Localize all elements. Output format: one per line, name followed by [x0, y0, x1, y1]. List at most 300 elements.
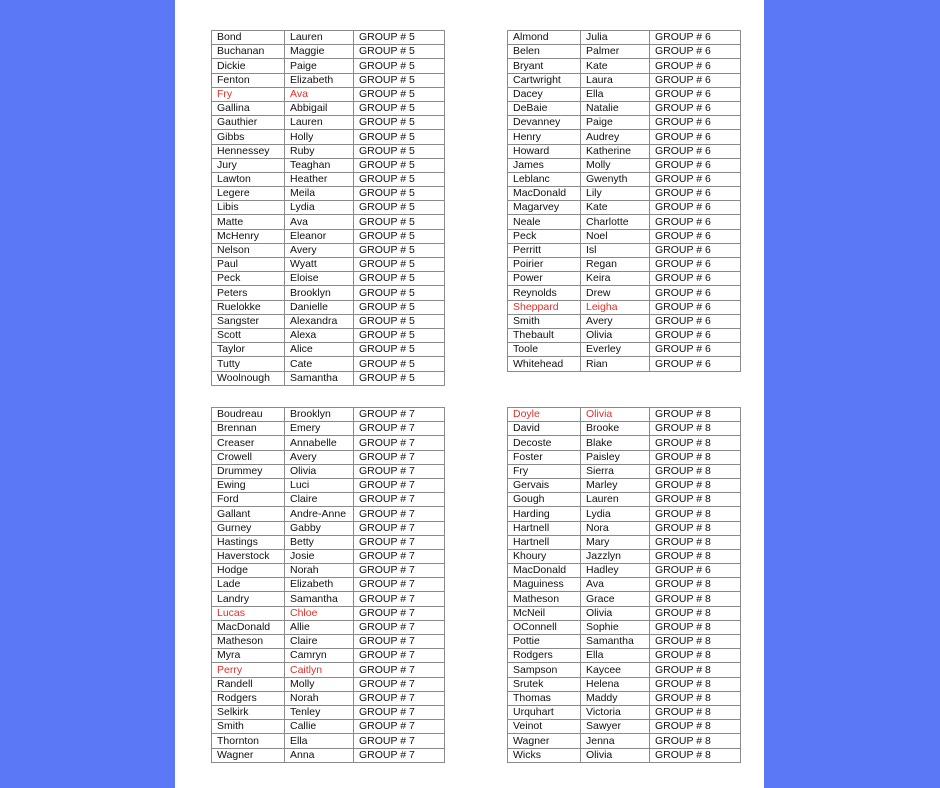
table-row	[212, 101, 445, 115]
last-name-cell: Matheson	[212, 635, 285, 649]
last-name-cell: Bryant	[508, 59, 581, 73]
table-row	[508, 606, 741, 620]
first-name-cell: Norah	[285, 691, 354, 705]
group-6-table	[507, 30, 741, 372]
last-name-cell: Ruelokke	[212, 300, 285, 314]
first-name-cell: Samantha	[285, 371, 354, 385]
first-name-cell: Caitlyn	[285, 663, 354, 677]
first-name-cell: Brooklyn	[285, 286, 354, 300]
group-cell: GROUP # 5	[354, 87, 445, 101]
last-name-cell: Maguiness	[508, 578, 581, 592]
first-name-cell: Kate	[581, 59, 650, 73]
last-name-cell: Scott	[212, 328, 285, 342]
table-row	[212, 343, 445, 357]
last-name-cell: Peck	[508, 229, 581, 243]
group-cell: GROUP # 6	[650, 87, 741, 101]
first-name-cell: Danielle	[285, 300, 354, 314]
table-row	[212, 535, 445, 549]
group-cell: GROUP # 6	[650, 172, 741, 186]
group-cell: GROUP # 7	[354, 450, 445, 464]
table-row	[508, 130, 741, 144]
group-cell: GROUP # 5	[354, 31, 445, 45]
last-name-cell: Sheppard	[508, 300, 581, 314]
table-row	[508, 408, 741, 422]
last-name-cell: Sangster	[212, 314, 285, 328]
group-cell: GROUP # 7	[354, 493, 445, 507]
last-name-cell: Fry	[508, 464, 581, 478]
group-cell: GROUP # 5	[354, 258, 445, 272]
table-row	[212, 635, 445, 649]
table-row	[508, 300, 741, 314]
table-row	[508, 172, 741, 186]
last-name-cell: Ford	[212, 493, 285, 507]
first-name-cell: Maddy	[581, 691, 650, 705]
last-name-cell: Landry	[212, 592, 285, 606]
group-cell: GROUP # 7	[354, 564, 445, 578]
table-row	[212, 478, 445, 492]
group-cell: GROUP # 5	[354, 300, 445, 314]
last-name-cell: OConnell	[508, 620, 581, 634]
table-row	[212, 73, 445, 87]
group-cell: GROUP # 5	[354, 243, 445, 257]
first-name-cell: Betty	[285, 535, 354, 549]
group-cell: GROUP # 6	[650, 286, 741, 300]
first-name-cell: Ella	[285, 734, 354, 748]
group-cell: GROUP # 5	[354, 371, 445, 385]
first-name-cell: Avery	[285, 450, 354, 464]
table-row	[508, 592, 741, 606]
last-name-cell: Perritt	[508, 243, 581, 257]
group-cell: GROUP # 6	[650, 31, 741, 45]
first-name-cell: Teaghan	[285, 158, 354, 172]
table-row	[212, 243, 445, 257]
table-row	[212, 172, 445, 186]
table-row	[508, 422, 741, 436]
table-row	[508, 187, 741, 201]
first-name-cell: Meila	[285, 187, 354, 201]
last-name-cell: Thebault	[508, 328, 581, 342]
group-cell: GROUP # 5	[354, 172, 445, 186]
group-cell: GROUP # 7	[354, 592, 445, 606]
group-cell: GROUP # 8	[650, 677, 741, 691]
first-name-cell: Olivia	[581, 748, 650, 762]
group-cell: GROUP # 6	[650, 357, 741, 371]
group-cell: GROUP # 7	[354, 478, 445, 492]
first-name-cell: Audrey	[581, 130, 650, 144]
last-name-cell: Howard	[508, 144, 581, 158]
table-row	[508, 87, 741, 101]
group-cell: GROUP # 7	[354, 635, 445, 649]
table-row	[508, 436, 741, 450]
last-name-cell: Randell	[212, 677, 285, 691]
first-name-cell: Grace	[581, 592, 650, 606]
table-row	[508, 116, 741, 130]
group-cell: GROUP # 6	[650, 187, 741, 201]
first-name-cell: Marley	[581, 478, 650, 492]
group-cell: GROUP # 7	[354, 507, 445, 521]
last-name-cell: Doyle	[508, 408, 581, 422]
last-name-cell: MacDonald	[212, 620, 285, 634]
group-cell: GROUP # 5	[354, 158, 445, 172]
first-name-cell: Palmer	[581, 45, 650, 59]
last-name-cell: Drummey	[212, 464, 285, 478]
group-cell: GROUP # 5	[354, 187, 445, 201]
table-row	[508, 691, 741, 705]
last-name-cell: Matheson	[508, 592, 581, 606]
last-name-cell: Fenton	[212, 73, 285, 87]
last-name-cell: Tutty	[212, 357, 285, 371]
table-row	[508, 578, 741, 592]
table-row	[212, 606, 445, 620]
last-name-cell: MacDonald	[508, 187, 581, 201]
group-cell: GROUP # 8	[650, 578, 741, 592]
table-row	[508, 243, 741, 257]
last-name-cell: Creaser	[212, 436, 285, 450]
last-name-cell: Power	[508, 272, 581, 286]
first-name-cell: Leigha	[581, 300, 650, 314]
table-row	[508, 258, 741, 272]
first-name-cell: Julia	[581, 31, 650, 45]
table-row	[212, 493, 445, 507]
group-cell: GROUP # 7	[354, 408, 445, 422]
last-name-cell: McNeil	[508, 606, 581, 620]
table-row	[212, 564, 445, 578]
first-name-cell: Eleanor	[285, 229, 354, 243]
last-name-cell: McHenry	[212, 229, 285, 243]
last-name-cell: Haverstock	[212, 549, 285, 563]
table-row	[508, 450, 741, 464]
table-row	[508, 748, 741, 762]
group-cell: GROUP # 6	[650, 258, 741, 272]
group-cell: GROUP # 6	[650, 229, 741, 243]
group-cell: GROUP # 6	[650, 101, 741, 115]
last-name-cell: Lade	[212, 578, 285, 592]
first-name-cell: Ava	[581, 578, 650, 592]
table-row	[508, 357, 741, 371]
table-row	[508, 521, 741, 535]
group-cell: GROUP # 5	[354, 314, 445, 328]
table-row	[212, 734, 445, 748]
last-name-cell: Magarvey	[508, 201, 581, 215]
first-name-cell: Paige	[285, 59, 354, 73]
last-name-cell: DeBaie	[508, 101, 581, 115]
group-cell: GROUP # 7	[354, 663, 445, 677]
group-cell: GROUP # 6	[650, 343, 741, 357]
last-name-cell: Bond	[212, 31, 285, 45]
table-row	[508, 31, 741, 45]
table-row	[508, 45, 741, 59]
first-name-cell: Noel	[581, 229, 650, 243]
table-row	[212, 436, 445, 450]
last-name-cell: Hodge	[212, 564, 285, 578]
group-cell: GROUP # 8	[650, 720, 741, 734]
first-name-cell: Holly	[285, 130, 354, 144]
group-cell: GROUP # 8	[650, 507, 741, 521]
group-8-table	[507, 407, 741, 763]
first-name-cell: Gabby	[285, 521, 354, 535]
table-row	[212, 450, 445, 464]
table-row	[508, 620, 741, 634]
last-name-cell: Smith	[508, 314, 581, 328]
first-name-cell: Helena	[581, 677, 650, 691]
group-cell: GROUP # 5	[354, 286, 445, 300]
first-name-cell: Ruby	[285, 144, 354, 158]
last-name-cell: Hartnell	[508, 521, 581, 535]
first-name-cell: Gwenyth	[581, 172, 650, 186]
group-cell: GROUP # 6	[650, 201, 741, 215]
group-cell: GROUP # 6	[650, 328, 741, 342]
table-row	[508, 158, 741, 172]
first-name-cell: Andre-Anne	[285, 507, 354, 521]
first-name-cell: Katherine	[581, 144, 650, 158]
table-row	[508, 649, 741, 663]
group-cell: GROUP # 5	[354, 144, 445, 158]
first-name-cell: Ella	[581, 87, 650, 101]
last-name-cell: Wagner	[508, 734, 581, 748]
first-name-cell: Blake	[581, 436, 650, 450]
group-cell: GROUP # 6	[650, 73, 741, 87]
last-name-cell: Boudreau	[212, 408, 285, 422]
last-name-cell: Decoste	[508, 436, 581, 450]
last-name-cell: Pottie	[508, 635, 581, 649]
first-name-cell: Olivia	[285, 464, 354, 478]
first-name-cell: Kaycee	[581, 663, 650, 677]
group-cell: GROUP # 6	[650, 116, 741, 130]
last-name-cell: Buchanan	[212, 45, 285, 59]
first-name-cell: Molly	[581, 158, 650, 172]
table-row	[212, 229, 445, 243]
last-name-cell: Taylor	[212, 343, 285, 357]
group-cell: GROUP # 7	[354, 705, 445, 719]
last-name-cell: Urquhart	[508, 705, 581, 719]
table-row	[508, 663, 741, 677]
table-row	[212, 691, 445, 705]
group-cell: GROUP # 5	[354, 328, 445, 342]
table-row	[212, 422, 445, 436]
table-row	[508, 229, 741, 243]
table-row	[508, 464, 741, 478]
table-row	[508, 328, 741, 342]
first-name-cell: Luci	[285, 478, 354, 492]
group-cell: GROUP # 6	[650, 59, 741, 73]
group-cell: GROUP # 7	[354, 677, 445, 691]
group-cell: GROUP # 5	[354, 201, 445, 215]
table-row	[212, 408, 445, 422]
group-cell: GROUP # 5	[354, 272, 445, 286]
last-name-cell: Neale	[508, 215, 581, 229]
last-name-cell: Foster	[508, 450, 581, 464]
group-cell: GROUP # 5	[354, 357, 445, 371]
group-cell: GROUP # 5	[354, 45, 445, 59]
first-name-cell: Maggie	[285, 45, 354, 59]
group-cell: GROUP # 8	[650, 663, 741, 677]
last-name-cell: Gough	[508, 493, 581, 507]
last-name-cell: Nelson	[212, 243, 285, 257]
table-row	[212, 720, 445, 734]
first-name-cell: Nora	[581, 521, 650, 535]
last-name-cell: Myra	[212, 649, 285, 663]
first-name-cell: Olivia	[581, 408, 650, 422]
last-name-cell: Srutek	[508, 677, 581, 691]
group-cell: GROUP # 5	[354, 130, 445, 144]
table-row	[508, 478, 741, 492]
group-cell: GROUP # 8	[650, 649, 741, 663]
last-name-cell: Sampson	[508, 663, 581, 677]
first-name-cell: Keira	[581, 272, 650, 286]
last-name-cell: Libis	[212, 201, 285, 215]
table-row	[508, 59, 741, 73]
last-name-cell: Wicks	[508, 748, 581, 762]
first-name-cell: Abbigail	[285, 101, 354, 115]
last-name-cell: Gauthier	[212, 116, 285, 130]
first-name-cell: Tenley	[285, 705, 354, 719]
first-name-cell: Alexandra	[285, 314, 354, 328]
group-cell: GROUP # 6	[650, 564, 741, 578]
table-row	[212, 201, 445, 215]
last-name-cell: Dickie	[212, 59, 285, 73]
first-name-cell: Charlotte	[581, 215, 650, 229]
first-name-cell: Brooklyn	[285, 408, 354, 422]
table-row	[212, 59, 445, 73]
group-cell: GROUP # 6	[650, 45, 741, 59]
first-name-cell: Cate	[285, 357, 354, 371]
table-row	[212, 87, 445, 101]
group-cell: GROUP # 8	[650, 408, 741, 422]
group-cell: GROUP # 7	[354, 521, 445, 535]
first-name-cell: Annabelle	[285, 436, 354, 450]
group-cell: GROUP # 8	[650, 450, 741, 464]
first-name-cell: Sierra	[581, 464, 650, 478]
table-row	[508, 314, 741, 328]
first-name-cell: Victoria	[581, 705, 650, 719]
first-name-cell: Kate	[581, 201, 650, 215]
group-cell: GROUP # 6	[650, 300, 741, 314]
table-row	[212, 507, 445, 521]
first-name-cell: Wyatt	[285, 258, 354, 272]
last-name-cell: Rodgers	[212, 691, 285, 705]
last-name-cell: Gallina	[212, 101, 285, 115]
first-name-cell: Chloe	[285, 606, 354, 620]
table-row	[508, 272, 741, 286]
group-cell: GROUP # 7	[354, 720, 445, 734]
last-name-cell: Brennan	[212, 422, 285, 436]
table-row	[212, 116, 445, 130]
first-name-cell: Jenna	[581, 734, 650, 748]
table-row	[212, 371, 445, 385]
last-name-cell: Peters	[212, 286, 285, 300]
first-name-cell: Ava	[285, 215, 354, 229]
last-name-cell: Gurney	[212, 521, 285, 535]
last-name-cell: Selkirk	[212, 705, 285, 719]
table-row	[508, 549, 741, 563]
table-row	[212, 705, 445, 719]
group-cell: GROUP # 5	[354, 59, 445, 73]
group-cell: GROUP # 5	[354, 229, 445, 243]
first-name-cell: Sophie	[581, 620, 650, 634]
table-row	[212, 215, 445, 229]
table-row	[508, 493, 741, 507]
first-name-cell: Lauren	[285, 116, 354, 130]
last-name-cell: David	[508, 422, 581, 436]
first-name-cell: Camryn	[285, 649, 354, 663]
last-name-cell: Dacey	[508, 87, 581, 101]
group-cell: GROUP # 8	[650, 493, 741, 507]
last-name-cell: Hartnell	[508, 535, 581, 549]
table-row	[212, 31, 445, 45]
group-cell: GROUP # 8	[650, 635, 741, 649]
last-name-cell: Peck	[212, 272, 285, 286]
last-name-cell: Gibbs	[212, 130, 285, 144]
table-row	[212, 144, 445, 158]
table-row	[212, 620, 445, 634]
first-name-cell: Molly	[285, 677, 354, 691]
table-row	[212, 300, 445, 314]
group-cell: GROUP # 5	[354, 215, 445, 229]
first-name-cell: Lydia	[285, 201, 354, 215]
group-cell: GROUP # 6	[650, 130, 741, 144]
first-name-cell: Mary	[581, 535, 650, 549]
table-row	[212, 45, 445, 59]
group-7-table	[211, 407, 445, 763]
group-cell: GROUP # 7	[354, 578, 445, 592]
group-cell: GROUP # 7	[354, 606, 445, 620]
first-name-cell: Alexa	[285, 328, 354, 342]
first-name-cell: Eloise	[285, 272, 354, 286]
first-name-cell: Lydia	[581, 507, 650, 521]
table-row	[212, 578, 445, 592]
last-name-cell: Whitehead	[508, 357, 581, 371]
first-name-cell: Sawyer	[581, 720, 650, 734]
table-row	[508, 734, 741, 748]
first-name-cell: Samantha	[285, 592, 354, 606]
table-row	[508, 101, 741, 115]
table-row	[212, 464, 445, 478]
first-name-cell: Lauren	[285, 31, 354, 45]
last-name-cell: Leblanc	[508, 172, 581, 186]
first-name-cell: Elizabeth	[285, 578, 354, 592]
group-cell: GROUP # 6	[650, 314, 741, 328]
table-row	[212, 521, 445, 535]
last-name-cell: Smith	[212, 720, 285, 734]
last-name-cell: Rodgers	[508, 649, 581, 663]
table-row	[212, 328, 445, 342]
table-row	[212, 549, 445, 563]
group-cell: GROUP # 8	[650, 436, 741, 450]
group-cell: GROUP # 6	[650, 215, 741, 229]
group-cell: GROUP # 8	[650, 691, 741, 705]
last-name-cell: Paul	[212, 258, 285, 272]
table-row	[508, 564, 741, 578]
last-name-cell: Hastings	[212, 535, 285, 549]
last-name-cell: Almond	[508, 31, 581, 45]
last-name-cell: Fry	[212, 87, 285, 101]
group-cell: GROUP # 8	[650, 549, 741, 563]
first-name-cell: Rian	[581, 357, 650, 371]
group-cell: GROUP # 7	[354, 620, 445, 634]
first-name-cell: Brooke	[581, 422, 650, 436]
group-cell: GROUP # 7	[354, 691, 445, 705]
group-cell: GROUP # 8	[650, 592, 741, 606]
first-name-cell: Callie	[285, 720, 354, 734]
group-cell: GROUP # 7	[354, 464, 445, 478]
last-name-cell: Harding	[508, 507, 581, 521]
last-name-cell: Matte	[212, 215, 285, 229]
first-name-cell: Laura	[581, 73, 650, 87]
last-name-cell: Ewing	[212, 478, 285, 492]
last-name-cell: Wagner	[212, 748, 285, 762]
last-name-cell: Lawton	[212, 172, 285, 186]
first-name-cell: Elizabeth	[285, 73, 354, 87]
